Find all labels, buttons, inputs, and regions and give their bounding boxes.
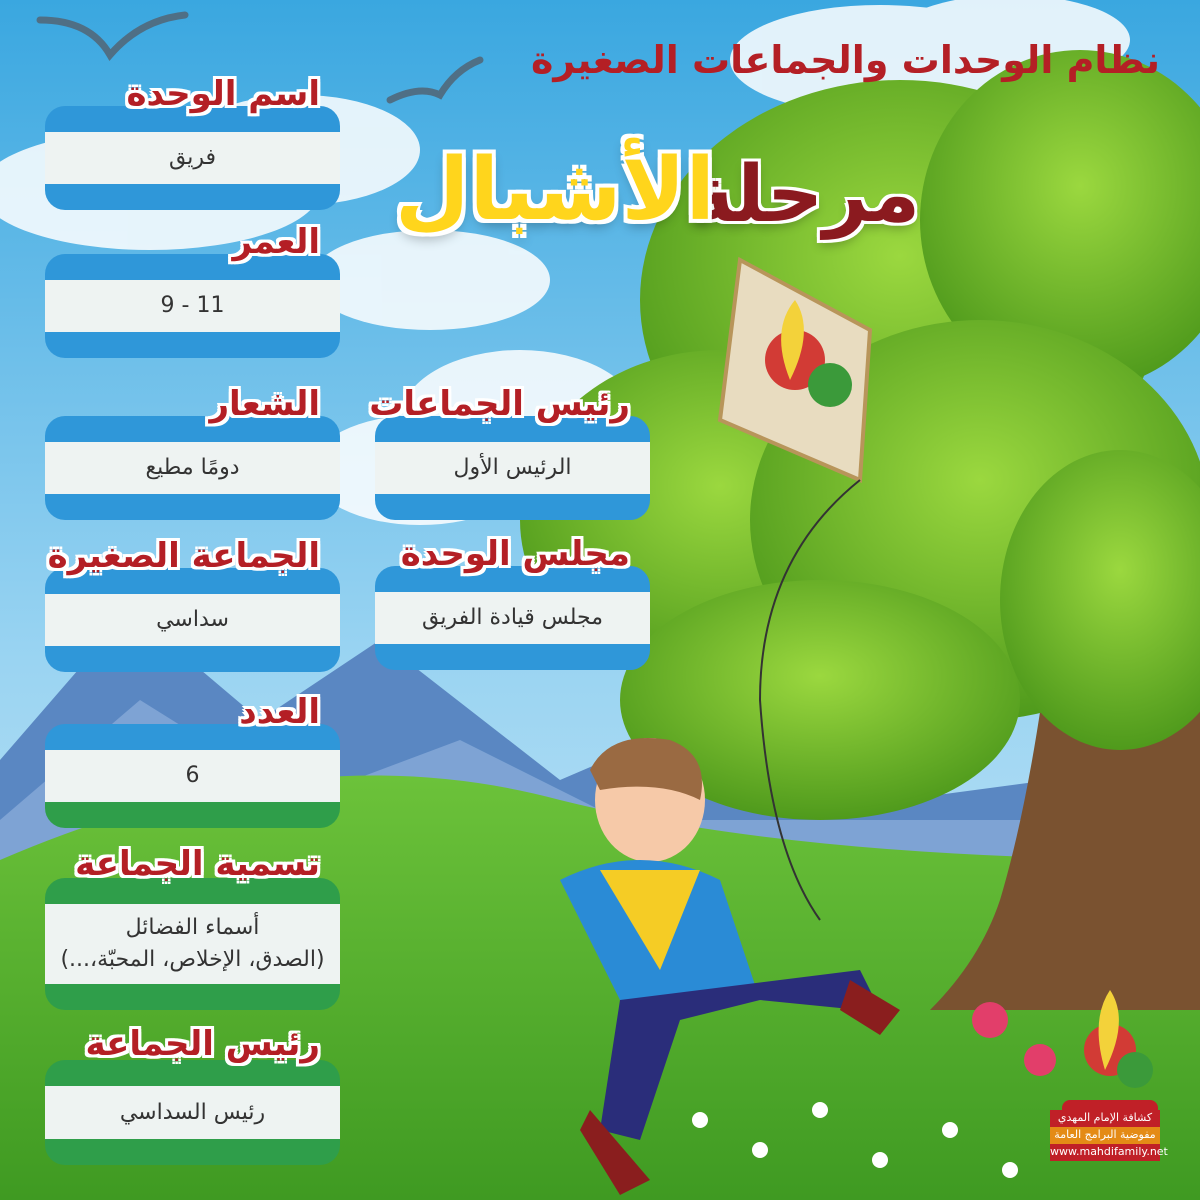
card-value-line: (الصدق، الإخلاص، المحبّة،...) [60, 947, 325, 972]
card-small-group [45, 536, 340, 672]
stage-name: الأشبال [394, 140, 715, 240]
card-label: مجلس الوحدة [400, 534, 630, 574]
card-unit-name [45, 74, 340, 210]
card-value-line: أسماء الفضائل [125, 915, 260, 941]
card-value [45, 904, 340, 984]
card-label: العمر [232, 222, 320, 262]
card-value: مجلس قيادة الفريق [375, 592, 650, 644]
card-value: الرئيس الأول [375, 442, 650, 494]
stage-word: مرحلة [687, 150, 920, 240]
card-groups-head [369, 384, 650, 520]
card-age [45, 222, 340, 358]
card-value: 6 [45, 750, 340, 802]
logo-caption [1050, 1110, 1168, 1161]
card-label: الشعار [209, 384, 320, 424]
card-label: الجماعة الصغيرة [47, 536, 320, 576]
card-group-naming [45, 844, 340, 1010]
card-value: رئيس السداسي [45, 1086, 340, 1139]
card-label: اسم الوحدة [126, 74, 320, 114]
logo-line: كشافة الإمام المهدي [1050, 1110, 1160, 1127]
card-motto [45, 384, 340, 520]
card-unit-council [375, 534, 650, 670]
card-label: العدد [239, 692, 320, 732]
logo-url[interactable]: www.mahdifamily.net [1050, 1144, 1160, 1161]
card-value: 9 - 11 [45, 280, 340, 332]
card-value: سداسي [45, 594, 340, 646]
card-count [45, 692, 340, 828]
card-label: تسمية الجماعة [75, 844, 320, 884]
card-label: رئيس الجماعات [369, 384, 630, 424]
card-value: دومًا مطيع [45, 442, 340, 494]
page-title: نظام الوحدات والجماعات الصغيرة [531, 38, 1160, 82]
card-value: فريق [45, 132, 340, 184]
card-label: رئيس الجماعة [85, 1024, 320, 1064]
card-group-head [45, 1024, 340, 1165]
logo-line: مفوضية البرامج العامة [1050, 1127, 1160, 1144]
